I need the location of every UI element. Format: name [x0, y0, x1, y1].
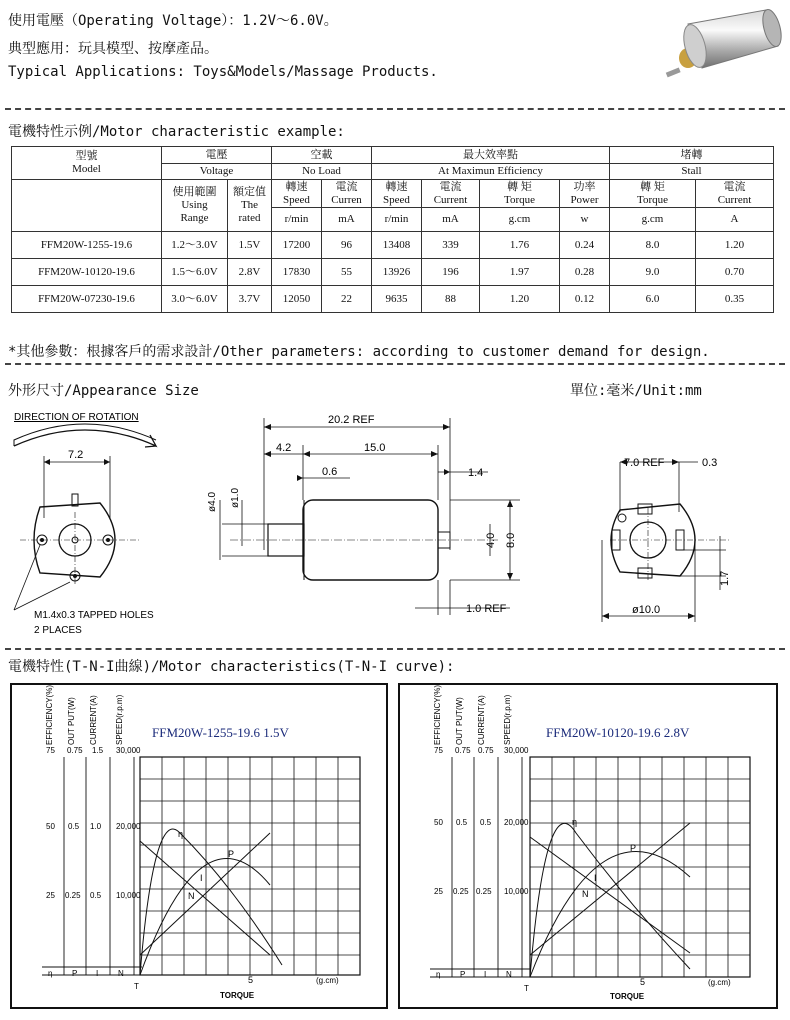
speed-zh: 轉速 [285, 180, 308, 193]
curve-chart-2 [398, 683, 778, 1009]
dim-7-0-ref: 7.0 REF [624, 457, 665, 469]
model-col-spacer [12, 180, 162, 232]
curve-chart-1-svg [12, 685, 386, 1007]
tick-label: 25 [46, 891, 55, 900]
using-zh: 使用範圍 [172, 186, 217, 198]
tick-label: 50 [434, 818, 443, 827]
tick-label: 30,000 [116, 746, 141, 755]
tick-label: 0.25 [476, 887, 492, 896]
x-unit: (g.cm) [316, 976, 339, 985]
chart-title: FFM20W-1255-19.6 1.5V [152, 725, 289, 740]
current-zh-2: 電流 [439, 180, 462, 193]
unit-cell: r/min [272, 208, 322, 232]
using-range-header [162, 180, 228, 232]
curve-mark: N [582, 889, 589, 899]
axis-header-current: CURRENT(A) [89, 695, 98, 745]
tick-label: 1.0 [90, 822, 102, 831]
direction-of-rotation-label: DIRECTION OF ROTATION [14, 412, 139, 423]
model-header-en: Model [72, 163, 101, 175]
maxeff-current-header [422, 180, 480, 208]
table-cell: 1.97 [480, 259, 560, 286]
table-cell: 6.0 [610, 286, 696, 313]
tick-label: 0.25 [65, 891, 81, 900]
table-cell: 13408 [372, 232, 422, 259]
tick-label: 25 [434, 887, 443, 896]
table-cell: 0.70 [696, 259, 774, 286]
unit-cell: A [696, 208, 774, 232]
tick-label: 20,000 [116, 822, 141, 831]
table-cell: 2.8V [228, 259, 272, 286]
stall-torque-header [610, 180, 696, 208]
bottom-letter: η [436, 970, 441, 979]
tick-label: 0.5 [90, 891, 102, 900]
table-cell: 3.7V [228, 286, 272, 313]
table-cell: 96 [322, 232, 372, 259]
current-zh-3: 電流 [723, 180, 746, 193]
speed-zh-2: 轉速 [385, 180, 408, 193]
tick-label: 0.75 [455, 746, 471, 755]
dim-4-2: 4.2 [276, 442, 292, 454]
table-cell: 0.28 [560, 259, 610, 286]
unit-cell: w [560, 208, 610, 232]
dim-0-6: 0.6 [322, 466, 338, 478]
curve-mark: N [188, 891, 195, 901]
typical-applications-zh: 典型應用：玩具模型、按摩產品。 [8, 41, 218, 57]
model-cell: FFM20W-07230-19.6 [12, 286, 162, 313]
axis-header-efficiency: EFFICIENCY(%) [433, 685, 442, 745]
tick-label: 0.5 [480, 818, 492, 827]
rear-view-drawing [580, 400, 780, 645]
rated-header [228, 180, 272, 232]
spec-section-title: 電機特性示例/Motor characteristic example: [8, 124, 345, 140]
tick-label: 10,000 [116, 891, 141, 900]
operating-voltage-line: 使用電壓（Operating Voltage）：1.2V～6.0V。 [8, 13, 338, 29]
curve-chart-1 [10, 683, 388, 1009]
tick-label: 10,000 [504, 887, 529, 896]
dim-15-0: 15.0 [364, 442, 386, 454]
torque-en-2: Torque [637, 193, 668, 206]
table-row [12, 286, 774, 313]
dim-20-2-ref: 20.2 REF [328, 414, 375, 426]
speed-en: Speed [283, 193, 310, 206]
side-view-drawing [200, 400, 530, 645]
rated-zh: 額定值 [233, 186, 266, 198]
current-zh: 電流 [335, 180, 358, 193]
bottom-letter: P [72, 969, 78, 978]
x-axis-label: TORQUE [220, 991, 255, 1000]
current-en-2: Current [433, 193, 468, 206]
bottom-letter: P [460, 970, 466, 979]
power-en: Power [570, 193, 599, 206]
stall-current-header [696, 180, 774, 208]
divider [5, 648, 785, 650]
dim-dia-1-0: ø1.0 [230, 487, 241, 508]
dim-dia-4-0: ø4.0 [207, 491, 218, 512]
noload-header-en: No Load [272, 164, 372, 180]
tick-label: 0.75 [478, 746, 494, 755]
tick-label: 20,000 [504, 818, 529, 827]
curves [530, 823, 690, 977]
torque-zh: 轉 矩 [507, 180, 532, 193]
maxeff-speed-header [372, 180, 422, 208]
curves-section-title: 電機特性(T-N-I曲線)/Motor characteristics(T-N-I curve): [8, 659, 455, 675]
tick-label: 0.75 [67, 746, 83, 755]
unit-cell: r/min [372, 208, 422, 232]
x-tick: 5 [640, 977, 646, 987]
table-cell: 17830 [272, 259, 322, 286]
torque-zh-2: 轉 矩 [640, 180, 665, 193]
noload-speed-header [272, 180, 322, 208]
axis-headers [45, 685, 124, 745]
speed-en-2: Speed [383, 193, 410, 206]
dim-7-2: 7.2 [68, 449, 84, 461]
bottom-letter: I [96, 969, 99, 978]
table-cell: 17200 [272, 232, 322, 259]
divider [5, 108, 785, 110]
tick-label: 50 [46, 822, 55, 831]
t-label: T [134, 982, 139, 991]
stall-header-en: Stall [610, 164, 774, 180]
model-cell: FFM20W-1255-19.6 [12, 232, 162, 259]
dim-1-0-ref: 1.0 REF [466, 603, 507, 615]
t-label: T [524, 984, 529, 993]
axis-header-speed: SPEED(r.p.m) [503, 694, 512, 745]
axis-headers [433, 685, 512, 745]
curve-mark: η [572, 817, 578, 827]
table-cell: 1.5V [228, 232, 272, 259]
table-cell: 0.35 [696, 286, 774, 313]
unit-cell: mA [322, 208, 372, 232]
torque-en: Torque [504, 193, 535, 206]
voltage-header: 電壓 [162, 147, 272, 164]
maxeff-torque-header [480, 180, 560, 208]
table-cell: 3.0～6.0V [162, 286, 228, 313]
tick-label: 75 [46, 746, 55, 755]
table-cell: 1.20 [696, 232, 774, 259]
tick-label: 0.25 [453, 887, 469, 896]
table-row [12, 232, 774, 259]
chart-grid [530, 757, 750, 977]
divider [5, 363, 785, 365]
bottom-letter: η [48, 969, 53, 978]
tick-label: 0.5 [68, 822, 80, 831]
table-cell: 55 [322, 259, 372, 286]
table-cell: 1.76 [480, 232, 560, 259]
maxeff-header-en: At Maximun Efficiency [372, 164, 610, 180]
curves [140, 829, 282, 975]
x-tick: 5 [248, 975, 254, 985]
appearance-title: 外形尺寸/Appearance Size [8, 383, 199, 399]
tapped-holes-label: M1.4x0.3 TAPPED HOLES [34, 610, 154, 621]
chart-title: FFM20W-10120-19.6 2.8V [546, 725, 690, 740]
tick-label: 75 [434, 746, 443, 755]
noload-current-header [322, 180, 372, 208]
dim-8-0: 8.0 [505, 532, 517, 548]
x-unit: (g.cm) [708, 978, 731, 987]
bottom-letter: I [484, 970, 487, 979]
curve-mark: P [228, 849, 235, 859]
using-en1: Using [181, 199, 208, 211]
table-cell: 9.0 [610, 259, 696, 286]
maxeff-power-header [560, 180, 610, 208]
table-cell: 0.24 [560, 232, 610, 259]
voltage-header-en: Voltage [162, 164, 272, 180]
model-header-zh: 型號 [75, 150, 98, 162]
curve-mark: P [630, 843, 637, 853]
table-cell: 8.0 [610, 232, 696, 259]
table-row [12, 259, 774, 286]
table-cell: 1.20 [480, 286, 560, 313]
curve-chart-2-svg [400, 685, 776, 1007]
motor-spec-table [11, 146, 774, 313]
curve-mark: I [200, 873, 203, 883]
axis-header-efficiency: EFFICIENCY(%) [45, 685, 54, 745]
tick-label: 0.5 [456, 818, 468, 827]
dim-1-4: 1.4 [468, 467, 484, 479]
motor-photo [648, 6, 788, 92]
table-cell: 13926 [372, 259, 422, 286]
curve-mark: I [594, 873, 597, 883]
current-en-3: Current [717, 193, 752, 206]
x-axis-label: TORQUE [610, 992, 645, 1001]
tapped-holes-count: 2 PLACES [34, 625, 82, 636]
unit-cell: mA [422, 208, 480, 232]
stall-header: 堵轉 [610, 147, 774, 164]
table-cell: 12050 [272, 286, 322, 313]
axis-header-speed: SPEED(r.p.m) [115, 694, 124, 745]
table-cell: 339 [422, 232, 480, 259]
other-parameters-note: *其他參數：根據客戶的需求設計/Other parameters: according to customer demand for design. [8, 344, 710, 360]
model-cell: FFM20W-10120-19.6 [12, 259, 162, 286]
bottom-letter: N [118, 969, 124, 978]
power-zh: 功率 [573, 180, 596, 193]
unit-label: 單位:毫米/Unit:mm [570, 383, 702, 399]
table-cell: 9635 [372, 286, 422, 313]
table-cell: 1.5～6.0V [162, 259, 228, 286]
tick-label: 30,000 [504, 746, 529, 755]
front-view-drawing [0, 400, 200, 645]
table-cell: 0.12 [560, 286, 610, 313]
table-cell: 22 [322, 286, 372, 313]
dim-0-3: 0.3 [702, 457, 718, 469]
current-en-short: Curren [331, 193, 362, 206]
maxeff-header: 最大效率點 [372, 147, 610, 164]
axis-header-current: CURRENT(A) [477, 695, 486, 745]
tick-label: 1.5 [92, 746, 104, 755]
noload-header: 空載 [272, 147, 372, 164]
using-en2: Range [180, 212, 209, 224]
axis-header-output: OUT PUT(W) [67, 697, 76, 745]
unit-cell: g.cm [480, 208, 560, 232]
typical-applications-en: Typical Applications: Toys&Models/Massage Products. [8, 64, 438, 80]
model-header [12, 147, 162, 180]
curve-mark: η [178, 829, 184, 839]
dim-dia-10-0: ø10.0 [632, 604, 661, 616]
table-cell: 88 [422, 286, 480, 313]
table-cell: 1.2～3.0V [162, 232, 228, 259]
dim-4-0: 4.0 [485, 532, 497, 548]
rated-en1: The [240, 199, 259, 211]
dim-1-7: 1.7 [719, 570, 731, 586]
unit-cell: g.cm [610, 208, 696, 232]
axis-header-output: OUT PUT(W) [455, 697, 464, 745]
table-cell: 196 [422, 259, 480, 286]
rated-en2: rated [238, 212, 261, 224]
bottom-letter: N [506, 970, 512, 979]
